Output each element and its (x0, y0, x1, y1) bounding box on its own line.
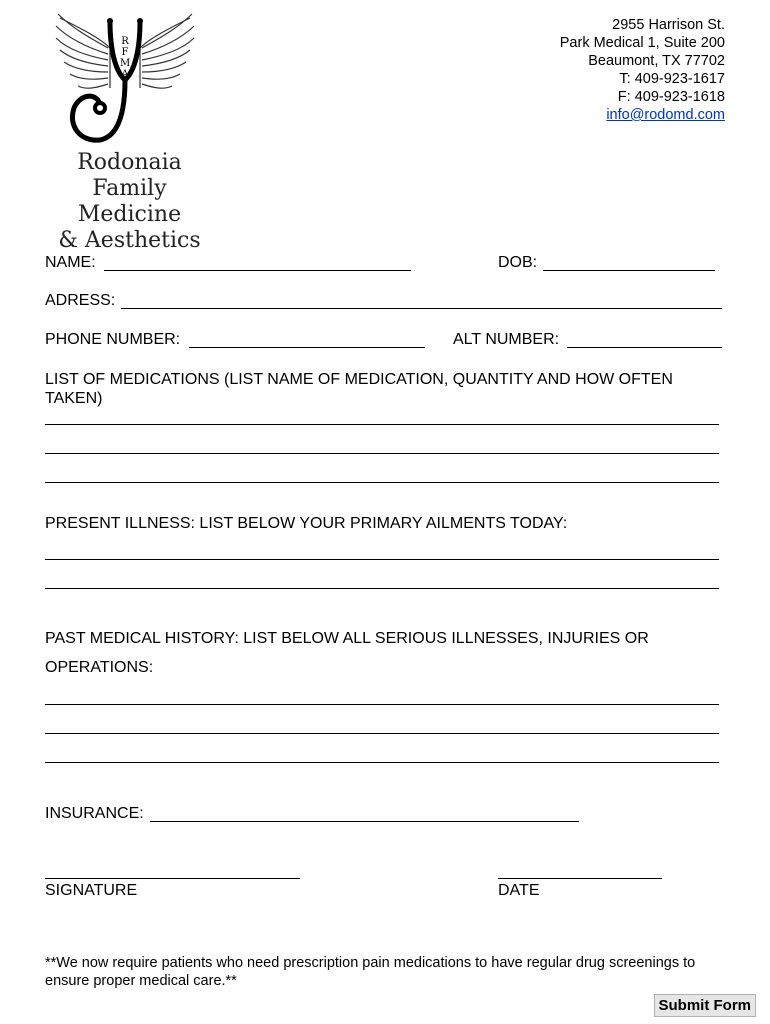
address-line: Park Medical 1, Suite 200 (559, 35, 725, 51)
phone-label: PHONE NUMBER: (45, 331, 181, 348)
history-line[interactable] (45, 704, 719, 705)
dob-field[interactable] (543, 270, 715, 271)
dob-label: DOB: (498, 254, 538, 271)
practice-logo (50, 8, 200, 148)
drug-screening-note: **We now require patients who need prescription pain medications to have regular drug screenings to ensure proper medical care.** (45, 955, 696, 989)
logo-initials: RFMA (120, 36, 131, 80)
practice-name-line: Rodonaia (77, 150, 182, 175)
illness-line[interactable] (45, 559, 719, 560)
phone-line: T: 409-923-1617 (619, 71, 725, 87)
practice-name-line: & Aesthetics (58, 228, 201, 253)
history-label: PAST MEDICAL HISTORY: LIST BELOW ALL SERIOUS ILLNESSES, INJURIES OR (45, 630, 649, 647)
phone-field[interactable] (189, 347, 425, 348)
address-line: 2955 Harrison St. (612, 17, 725, 33)
date-field[interactable] (498, 878, 662, 879)
signature-label: SIGNATURE (45, 882, 138, 899)
medications-label: LIST OF MEDICATIONS (LIST NAME OF MEDICATION, QUANTITY AND HOW OFTEN TAKEN) (45, 371, 673, 407)
name-label: NAME: (45, 254, 96, 271)
medications-line[interactable] (45, 424, 719, 425)
practice-name (42, 150, 217, 254)
submit-form-button[interactable]: Submit Form (654, 994, 757, 1017)
history-label-cont: OPERATIONS: (45, 659, 154, 676)
email-link[interactable]: info@rodomd.com (606, 107, 725, 123)
medications-line[interactable] (45, 482, 719, 483)
history-line[interactable] (45, 733, 719, 734)
alt-number-field[interactable] (567, 347, 722, 348)
address-field[interactable] (121, 308, 722, 309)
illness-line[interactable] (45, 588, 719, 589)
fax-line: F: 409-923-1618 (617, 89, 725, 105)
insurance-field[interactable] (150, 821, 579, 822)
practice-name-line: Family Medicine (77, 176, 182, 227)
practice-address (560, 16, 725, 124)
alt-number-label: ALT NUMBER: (453, 331, 560, 348)
illness-label: PRESENT ILLNESS: LIST BELOW YOUR PRIMARY AILMENTS TODAY: (45, 515, 568, 532)
date-label: DATE (498, 882, 540, 899)
signature-field[interactable] (45, 878, 300, 879)
history-line[interactable] (45, 762, 719, 763)
address-label: ADRESS: (45, 292, 116, 309)
insurance-label: INSURANCE: (45, 805, 144, 822)
medications-line[interactable] (45, 453, 719, 454)
address-line: Beaumont, TX 77702 (588, 53, 725, 69)
name-field[interactable] (104, 270, 411, 271)
